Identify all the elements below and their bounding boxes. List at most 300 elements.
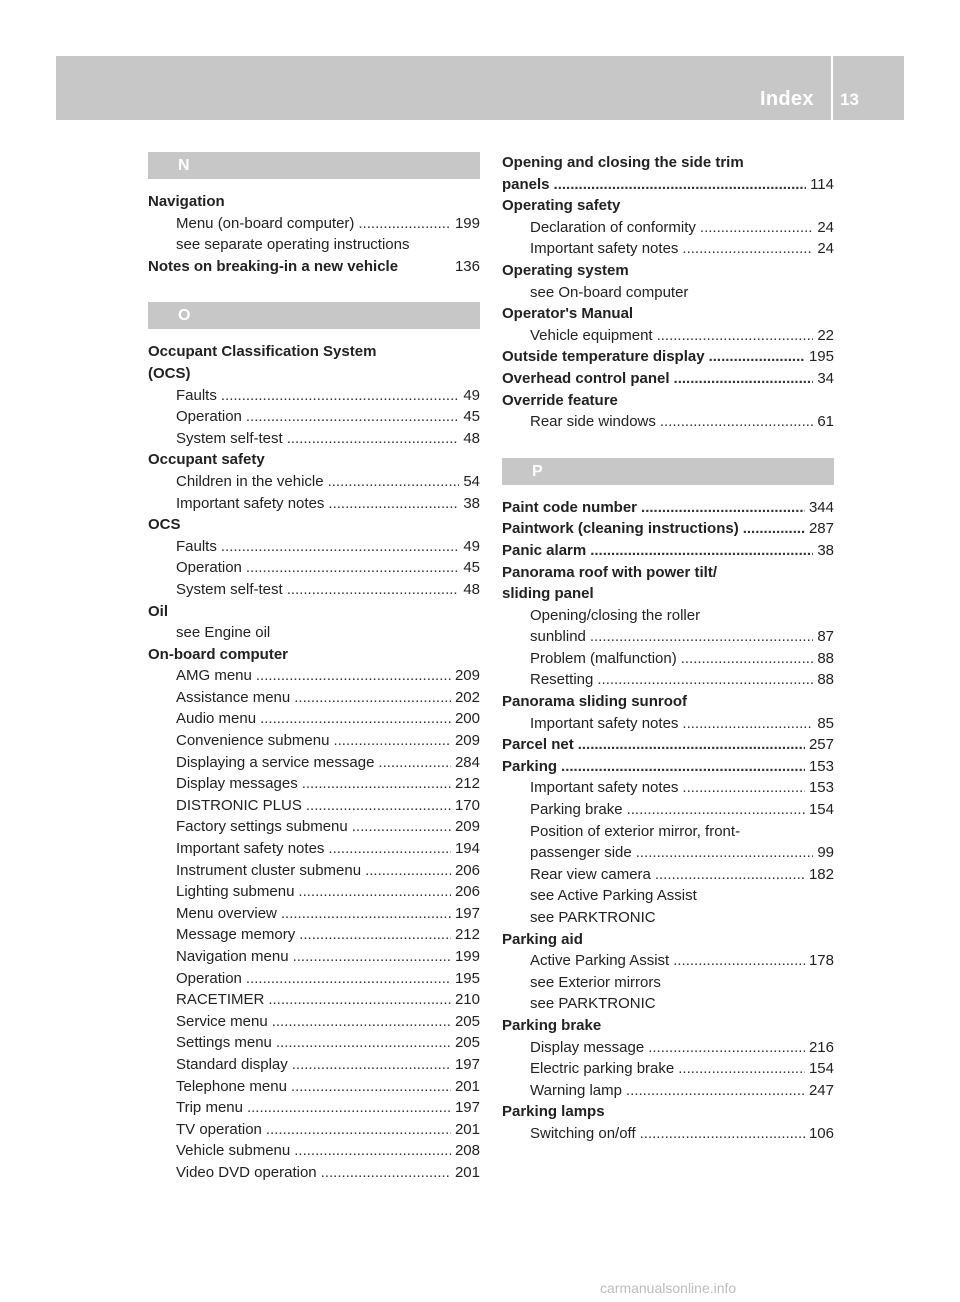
index-sub-entry <box>502 217 834 239</box>
page-reference[interactable]: 136 <box>454 257 480 275</box>
page-reference[interactable]: 61 <box>817 413 834 431</box>
page-reference[interactable]: 197 <box>454 1055 480 1073</box>
entry-text: Navigation <box>148 193 225 210</box>
entry-text: Service menu <box>176 1012 268 1030</box>
index-heading-entry <box>502 303 834 325</box>
leader-dots <box>378 752 451 774</box>
index-heading-entry <box>502 518 834 540</box>
index-sub-entry <box>148 1119 480 1141</box>
index-sub-entry <box>502 1080 834 1102</box>
entry-text: Rear side windows <box>530 413 656 431</box>
entry-text: Menu overview <box>176 904 277 922</box>
index-sub-entry <box>502 411 834 433</box>
page-reference[interactable]: 197 <box>454 1099 480 1117</box>
index-sub-entry <box>502 713 834 735</box>
page-reference[interactable]: 38 <box>817 541 834 559</box>
entry-text: Panic alarm <box>502 541 587 559</box>
entry-text: DISTRONIC PLUS <box>176 796 302 814</box>
leader-dots <box>246 968 451 990</box>
entry-text: sliding panel <box>502 585 594 603</box>
page-reference[interactable]: 54 <box>463 472 480 490</box>
entry-text: see PARKTRONIC <box>530 909 656 926</box>
entry-text: Important safety notes <box>530 779 679 797</box>
entry-text: Convenience submenu <box>176 732 330 750</box>
page-reference[interactable]: 24 <box>817 240 834 258</box>
index-sub-entry <box>502 972 834 994</box>
page-reference[interactable]: 200 <box>454 710 480 728</box>
entry-text: Assistance menu <box>176 688 291 706</box>
leader-dots <box>221 536 459 558</box>
index-heading-entry <box>502 368 834 390</box>
leader-dots <box>287 579 460 601</box>
leader-dots <box>682 713 813 735</box>
entry-text: Operating safety <box>502 197 621 215</box>
leader-dots <box>648 1037 805 1059</box>
leader-dots <box>299 924 451 946</box>
page-reference[interactable]: 284 <box>454 753 480 771</box>
index-heading-entry <box>148 601 480 623</box>
page-reference[interactable]: 195 <box>454 969 480 987</box>
leader-dots <box>328 471 460 493</box>
page-reference[interactable]: 153 <box>808 757 834 775</box>
index-sub-entry <box>148 1162 480 1184</box>
entry-text: Children in the vehicle <box>176 472 324 490</box>
index-sub-entry <box>148 493 480 515</box>
leader-dots <box>674 368 814 390</box>
leader-dots <box>590 540 813 562</box>
leader-dots <box>268 989 451 1011</box>
page-reference[interactable]: 114 <box>810 175 834 193</box>
entry-text: Paintwork (cleaning instructions) <box>502 520 739 538</box>
index-heading-entry <box>502 562 834 584</box>
page-reference[interactable]: 24 <box>817 218 834 236</box>
index-sub-entry <box>148 536 480 558</box>
entry-text: Declaration of conformity <box>530 218 696 236</box>
index-sub-entry <box>502 325 834 347</box>
index-heading-entry <box>148 256 480 278</box>
entry-text: Oil <box>148 602 169 620</box>
page-reference[interactable]: 287 <box>808 520 834 538</box>
leader-dots <box>276 1032 451 1054</box>
leader-dots <box>281 903 451 925</box>
index-sub-entry <box>148 1097 480 1119</box>
index-heading-entry <box>502 390 834 412</box>
page-reference[interactable]: 49 <box>463 537 480 555</box>
index-sub-entry <box>148 385 480 407</box>
page-reference[interactable]: 201 <box>454 1077 480 1095</box>
index-sub-entry <box>148 752 480 774</box>
index-sub-entry <box>148 1076 480 1098</box>
leader-dots <box>682 777 805 799</box>
index-sub-entry <box>148 1054 480 1076</box>
page-reference[interactable]: 197 <box>454 904 480 922</box>
entry-text: Operation <box>176 559 242 577</box>
entry-text: Navigation menu <box>176 948 289 965</box>
entry-text: Important safety notes <box>530 240 679 258</box>
index-sub-entry <box>148 924 480 946</box>
index-sub-entry <box>502 1123 834 1145</box>
entry-text: Problem (malfunction) <box>530 649 677 667</box>
entry-text: Vehicle submenu <box>176 1142 291 1160</box>
entry-text: System self-test <box>176 580 283 598</box>
entry-text: AMG menu <box>176 667 252 685</box>
page-reference[interactable]: 48 <box>463 429 480 447</box>
index-heading-entry <box>502 1101 834 1123</box>
index-heading-entry <box>502 152 834 174</box>
page-reference[interactable]: 87 <box>817 628 834 646</box>
page-reference[interactable]: 99 <box>817 844 834 862</box>
page-reference[interactable]: 85 <box>817 714 834 732</box>
index-sub-entry <box>502 950 834 972</box>
index-sub-entry <box>148 579 480 601</box>
leader-dots <box>260 708 451 730</box>
entry-text: Parcel net <box>502 736 574 754</box>
index-heading-entry <box>502 756 834 778</box>
leader-dots <box>700 217 813 239</box>
leader-dots <box>636 842 814 864</box>
page-number: 13 <box>840 90 859 109</box>
index-sub-entry <box>148 989 480 1011</box>
index-sub-entry <box>148 730 480 752</box>
entry-text: Opening/closing the roller <box>530 606 701 624</box>
page-reference[interactable]: 49 <box>463 386 480 404</box>
entry-text: Important safety notes <box>176 494 325 512</box>
page-reference[interactable]: 34 <box>817 369 834 387</box>
index-sub-entry <box>502 799 834 821</box>
index-sub-entry <box>148 946 480 968</box>
index-heading-entry <box>148 644 480 666</box>
page-reference[interactable]: 88 <box>817 671 834 689</box>
page-reference[interactable]: 199 <box>454 948 480 965</box>
index-sub-entry <box>502 993 834 1015</box>
page-reference[interactable]: 212 <box>454 926 480 944</box>
index-sub-entry <box>502 777 834 799</box>
index-heading-entry <box>502 929 834 951</box>
index-sub-entry <box>148 687 480 709</box>
leader-dots <box>246 406 459 428</box>
index-heading-entry <box>148 191 480 213</box>
entry-text: Parking lamps <box>502 1103 605 1121</box>
entry-text: see separate operating instructions <box>176 236 410 254</box>
leader-dots <box>682 238 813 260</box>
index-sub-entry <box>502 626 834 648</box>
entry-text: Lighting submenu <box>176 883 295 901</box>
index-sub-entry <box>502 842 834 864</box>
entry-text: Override feature <box>502 391 618 409</box>
index-sub-entry <box>148 1011 480 1033</box>
entry-text: see Engine oil <box>176 624 271 642</box>
index-heading-entry <box>502 734 834 756</box>
page-reference[interactable]: 154 <box>808 1060 834 1078</box>
leader-dots <box>660 411 813 433</box>
leader-dots <box>597 669 813 691</box>
page-reference[interactable]: 154 <box>808 801 834 819</box>
leader-dots <box>256 665 451 687</box>
page-reference[interactable]: 48 <box>463 580 480 598</box>
index-sub-entry <box>502 907 834 929</box>
entry-text: Opening and closing the side trim <box>502 154 744 171</box>
entry-text: Panorama sliding sunroof <box>502 693 688 711</box>
page-reference[interactable]: 247 <box>808 1081 834 1099</box>
entry-text: Trip menu <box>176 1099 243 1117</box>
page-reference[interactable]: 88 <box>817 649 834 667</box>
entry-text: Audio menu <box>176 710 257 728</box>
section-gap <box>148 277 480 302</box>
leader-dots <box>291 1076 451 1098</box>
leader-dots <box>247 1097 451 1119</box>
leader-dots <box>302 773 451 795</box>
leader-dots <box>221 385 459 407</box>
leader-dots <box>292 1054 451 1076</box>
entry-text: Electric parking brake <box>530 1060 675 1078</box>
leader-dots <box>657 325 814 347</box>
index-heading-entry <box>148 363 480 385</box>
entry-text: passenger side <box>530 844 632 862</box>
entry-text: Instrument cluster submenu <box>176 861 362 879</box>
index-sub-entry <box>148 968 480 990</box>
leader-dots <box>627 799 805 821</box>
entry-text: Parking brake <box>502 1016 602 1034</box>
letter-heading: O <box>148 302 480 329</box>
page-reference[interactable]: 216 <box>808 1038 834 1056</box>
page-reference[interactable]: 209 <box>454 818 480 836</box>
leader-dots <box>554 174 807 196</box>
index-sub-entry <box>148 428 480 450</box>
index-sub-entry <box>148 773 480 795</box>
index-sub-entry <box>148 881 480 903</box>
entry-text: Parking brake <box>530 801 623 819</box>
page-reference[interactable]: 178 <box>808 952 834 970</box>
leader-dots <box>561 756 805 778</box>
entry-text: Operation <box>176 408 242 426</box>
leader-dots <box>365 860 451 882</box>
page-reference[interactable]: 22 <box>817 326 834 344</box>
leader-dots <box>352 816 451 838</box>
entry-text: Message memory <box>176 926 296 944</box>
page-reference[interactable]: 205 <box>454 1012 480 1030</box>
leader-dots <box>709 346 805 368</box>
entry-text: RACETIMER <box>176 991 265 1009</box>
page-reference[interactable]: 201 <box>454 1163 480 1181</box>
leader-dots <box>321 1162 451 1184</box>
entry-text: Parking aid <box>502 930 583 948</box>
leader-dots <box>246 557 459 579</box>
page-reference[interactable]: 199 <box>454 214 480 232</box>
leader-dots <box>272 1011 451 1033</box>
entry-text: Displaying a service message <box>176 753 375 771</box>
index-sub-entry <box>502 821 834 843</box>
entry-text: panels <box>502 175 550 193</box>
page-reference[interactable]: 201 <box>454 1120 480 1138</box>
index-sub-entry <box>148 838 480 860</box>
page-reference[interactable]: 206 <box>454 861 480 879</box>
index-sub-entry <box>148 213 480 235</box>
entry-text: Resetting <box>530 671 594 689</box>
entry-text: Parking <box>502 757 558 775</box>
leader-dots <box>293 946 451 968</box>
leader-dots <box>673 950 805 972</box>
leader-dots <box>294 1140 451 1162</box>
page-reference[interactable]: 45 <box>463 559 480 577</box>
page-reference[interactable]: 210 <box>454 991 480 1009</box>
index-sub-entry <box>148 406 480 428</box>
page-reference[interactable]: 170 <box>454 796 480 814</box>
index-sub-entry <box>502 885 834 907</box>
leader-dots <box>333 730 451 752</box>
entry-text: Display message <box>530 1038 645 1056</box>
index-heading-entry <box>502 691 834 713</box>
page-reference[interactable]: 153 <box>808 779 834 797</box>
leader-dots <box>681 648 814 670</box>
page-reference[interactable]: 194 <box>454 840 480 858</box>
entry-text: Active Parking Assist <box>530 952 670 970</box>
entry-text: see Active Parking Assist <box>530 887 697 905</box>
entry-text: Occupant Classification System <box>148 343 377 361</box>
entry-text: Settings menu <box>176 1034 272 1052</box>
entry-text: Vehicle equipment <box>530 326 653 344</box>
entry-text: see PARKTRONIC <box>530 995 656 1013</box>
page-reference[interactable]: 209 <box>454 667 480 685</box>
entry-text: (OCS) <box>148 364 191 382</box>
entry-text: Telephone menu <box>176 1077 287 1095</box>
entry-text: Menu (on-board computer) <box>176 214 355 232</box>
entry-text: Faults <box>176 386 217 404</box>
index-sub-entry <box>148 860 480 882</box>
entry-text: see Exterior mirrors <box>530 973 661 991</box>
entry-text: System self-test <box>176 429 283 447</box>
index-sub-entry <box>148 795 480 817</box>
leader-dots <box>298 881 451 903</box>
entry-text: OCS <box>148 516 181 534</box>
index-sub-entry <box>148 557 480 579</box>
leader-dots <box>578 734 805 756</box>
page-reference[interactable]: 212 <box>454 775 480 793</box>
leader-dots <box>294 687 451 709</box>
page-reference[interactable]: 209 <box>454 732 480 750</box>
index-sub-entry <box>148 665 480 687</box>
entry-text: Operator's Manual <box>502 305 634 323</box>
index-heading-entry <box>502 346 834 368</box>
entry-text: Important safety notes <box>176 840 325 858</box>
leader-dots <box>626 1080 805 1102</box>
page-reference[interactable]: 206 <box>454 883 480 901</box>
index-sub-entry <box>502 1058 834 1080</box>
entry-text: sunblind <box>530 628 586 646</box>
index-column-left <box>148 152 480 1184</box>
entry-text: Rear view camera <box>530 865 651 883</box>
page-reference[interactable]: 45 <box>463 408 480 426</box>
entry-text: Overhead control panel <box>502 369 670 387</box>
index-heading-entry <box>502 583 834 605</box>
index-heading-entry <box>502 174 834 196</box>
index-sub-entry <box>502 669 834 691</box>
leader-dots <box>266 1119 451 1141</box>
index-sub-entry <box>148 622 480 644</box>
header-separator <box>831 56 833 120</box>
page-reference[interactable]: 257 <box>808 736 834 754</box>
index-column-right <box>502 152 834 1145</box>
leader-dots <box>287 428 460 450</box>
entry-text: Factory settings submenu <box>176 818 348 836</box>
leader-dots <box>743 518 805 540</box>
index-heading-entry <box>502 540 834 562</box>
index-sub-entry <box>148 471 480 493</box>
index-heading-entry <box>502 1015 834 1037</box>
index-sub-entry <box>502 605 834 627</box>
leader-dots <box>358 213 451 235</box>
index-sub-entry <box>148 816 480 838</box>
page-reference[interactable]: 38 <box>463 494 480 512</box>
leader-dots <box>328 493 459 515</box>
leader-dots <box>640 1123 805 1145</box>
leader-dots <box>655 864 805 886</box>
index-sub-entry <box>502 282 834 304</box>
index-sub-entry <box>148 1140 480 1162</box>
index-heading-entry <box>502 497 834 519</box>
index-heading-entry <box>502 260 834 282</box>
index-sub-entry <box>148 1032 480 1054</box>
entry-text: Notes on breaking-in a new vehicle <box>148 257 399 275</box>
index-sub-entry <box>502 864 834 886</box>
leader-dots <box>590 626 813 648</box>
index-sub-entry <box>148 903 480 925</box>
page-reference[interactable]: 195 <box>808 348 834 366</box>
page-reference[interactable]: 208 <box>454 1142 480 1160</box>
page-reference[interactable]: 344 <box>808 498 834 516</box>
index-heading-entry <box>148 449 480 471</box>
watermark: carmanualsonline.info <box>600 1280 737 1296</box>
entry-text: Important safety notes <box>530 714 679 732</box>
index-sub-entry <box>148 708 480 730</box>
entry-text: Warning lamp <box>530 1081 622 1099</box>
leader-dots <box>306 795 451 817</box>
index-heading-entry <box>148 514 480 536</box>
page-reference[interactable]: 202 <box>454 688 480 706</box>
section-title: Index <box>760 88 814 110</box>
entry-text: see On-board computer <box>530 283 689 301</box>
entry-text: Operation <box>176 969 242 987</box>
entry-text: Panorama roof with power tilt/ <box>502 563 718 581</box>
index-sub-entry <box>502 238 834 260</box>
index-sub-entry <box>502 1037 834 1059</box>
entry-text: Outside temperature display <box>502 348 705 366</box>
entry-text: Video DVD operation <box>176 1163 317 1181</box>
entry-text: Operating system <box>502 261 629 279</box>
entry-text: On-board computer <box>148 645 289 663</box>
entry-text: Paint code number <box>502 498 638 516</box>
entry-text: Display messages <box>176 775 298 793</box>
index-sub-entry <box>148 234 480 256</box>
entry-text: Faults <box>176 537 217 555</box>
leader-dots <box>328 838 451 860</box>
page-reference[interactable]: 182 <box>808 865 834 883</box>
entry-text: Position of exterior mirror, front- <box>530 822 741 840</box>
entry-text: Occupant safety <box>148 451 265 469</box>
letter-heading: P <box>502 458 834 485</box>
entry-text: TV operation <box>176 1120 262 1138</box>
index-sub-entry <box>502 648 834 670</box>
index-heading-entry <box>148 341 480 363</box>
leader-dots <box>641 497 805 519</box>
section-gap <box>502 433 834 458</box>
page-reference[interactable]: 106 <box>808 1124 834 1142</box>
letter-heading: N <box>148 152 480 179</box>
leader-dots <box>678 1058 805 1080</box>
page-reference[interactable]: 205 <box>454 1034 480 1052</box>
index-heading-entry <box>502 195 834 217</box>
entry-text: Switching on/off <box>530 1124 636 1142</box>
entry-text: Standard display <box>176 1055 288 1073</box>
